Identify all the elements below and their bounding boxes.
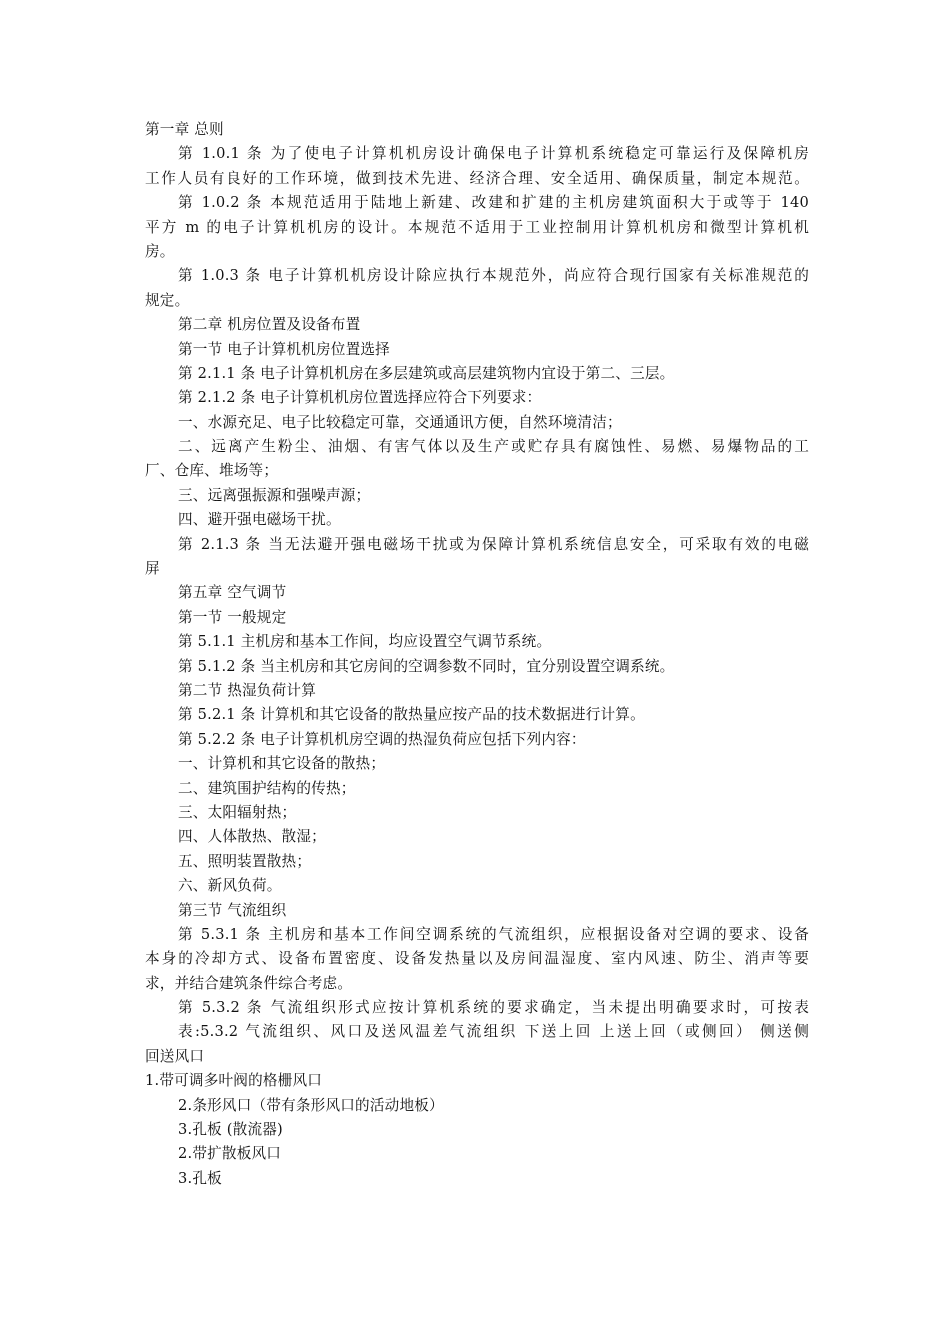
text-line: 第 5.3.1 条 主机房和基本工作间空调系统的气流组织，应根据设备对空调的要求、设备	[178, 925, 809, 943]
text-line: 第 5.3.2 条 气流组织形式应按计算机系统的要求确定，当未提出明确要求时，可按表	[178, 999, 809, 1017]
text-line: 四、避开强电磁场干扰。	[178, 511, 341, 529]
text-line: 第 5.1.1 主机房和基本工作间，均应设置空气调节系统。	[178, 633, 552, 651]
text-line: 2.带扩散板风口	[178, 1145, 282, 1163]
text-line: 表:5.3.2 气流组织、风口及送风温差气流组织 下送上回 上送上回（或侧回） 侧送侧	[178, 1023, 809, 1041]
text-line: 3.孔板 (散流器)	[178, 1121, 283, 1139]
text-line: 回送风口	[145, 1047, 205, 1065]
text-line: 求，并结合建筑条件综合考虑。	[145, 974, 353, 992]
text-line: 第 5.2.2 条 电子计算机机房空调的热湿负荷应包括下列内容：	[178, 730, 586, 748]
text-line: 二、远离产生粉尘、油烟、有害气体以及生产或贮存具有腐蚀性、易燃、易爆物品的工	[178, 438, 809, 456]
text-line: 五、照明装置散热；	[178, 852, 312, 870]
document-body	[145, 118, 809, 1191]
text-line: 二、建筑围护结构的传热；	[178, 779, 356, 797]
text-line: 厂、仓库、堆场等；	[145, 462, 279, 480]
text-line: 房。	[145, 242, 175, 260]
text-line: 第 1.0.2 条 本规范适用于陆地上新建、改建和扩建的主机房建筑面积大于或等于 140	[178, 194, 809, 212]
text-line: 第三节 气流组织	[178, 901, 287, 919]
text-line: 第一节 电子计算机机房位置选择	[178, 340, 390, 358]
text-line: 第二节 热湿负荷计算	[178, 681, 316, 699]
text-line: 一、计算机和其它设备的散热；	[178, 755, 386, 773]
text-line: 3.孔板	[178, 1169, 222, 1187]
text-line: 第二章 机房位置及设备布置	[178, 316, 361, 334]
text-line: 第 5.2.1 条 计算机和其它设备的散热量应按产品的技术数据进行计算。	[178, 706, 645, 724]
text-line: 工作人员有良好的工作环境，做到技术先进、经济合理、安全适用、确保质量，制定本规范。	[145, 169, 809, 187]
text-line: 第 1.0.1 条 为了使电子计算机机房设计确保电子计算机系统稳定可靠运行及保障机房	[178, 145, 809, 163]
text-line: 第 2.1.2 条 电子计算机机房位置选择应符合下列要求：	[178, 389, 542, 407]
text-line: 六、新风负荷。	[178, 877, 282, 895]
text-line: 规定。	[145, 291, 190, 309]
text-line: 第 1.0.3 条 电子计算机机房设计除应执行本规范外，尚应符合现行国家有关标准规范的	[178, 267, 809, 285]
text-line: 平方 m 的电子计算机机房的设计。本规范不适用于工业控制用计算机机房和微型计算机机	[145, 218, 809, 236]
text-line: 本身的冷却方式、设备布置密度、设备发热量以及房间温湿度、室内风速、防尘、消声等要	[145, 950, 809, 968]
text-line: 第 2.1.3 条 当无法避开强电磁场干扰或为保障计算机系统信息安全，可采取有效的电磁	[178, 535, 809, 553]
text-line: 第一章 总则	[145, 121, 224, 138]
text-line: 屏	[145, 560, 160, 578]
text-line: 三、远离强振源和强噪声源；	[178, 486, 371, 504]
text-line: 一、水源充足、电子比较稳定可靠，交通通讯方便，自然环境清洁；	[178, 413, 622, 431]
text-line: 三、太阳辐射热；	[178, 803, 297, 821]
text-line: 第五章 空气调节	[178, 584, 287, 602]
text-line: 四、人体散热、散湿；	[178, 828, 326, 846]
text-line: 第一节 一般规定	[178, 608, 287, 626]
text-line: 第 5.1.2 条 当主机房和其它房间的空调参数不同时，宜分别设置空调系统。	[178, 657, 675, 675]
text-line: 第 2.1.1 条 电子计算机机房在多层建筑或高层建筑物内宜设于第二、三层。	[178, 364, 675, 382]
text-line: 2.条形风口（带有条形风口的活动地板）	[178, 1096, 444, 1114]
text-line: 1.带可调多叶阀的格栅风口	[145, 1072, 323, 1090]
